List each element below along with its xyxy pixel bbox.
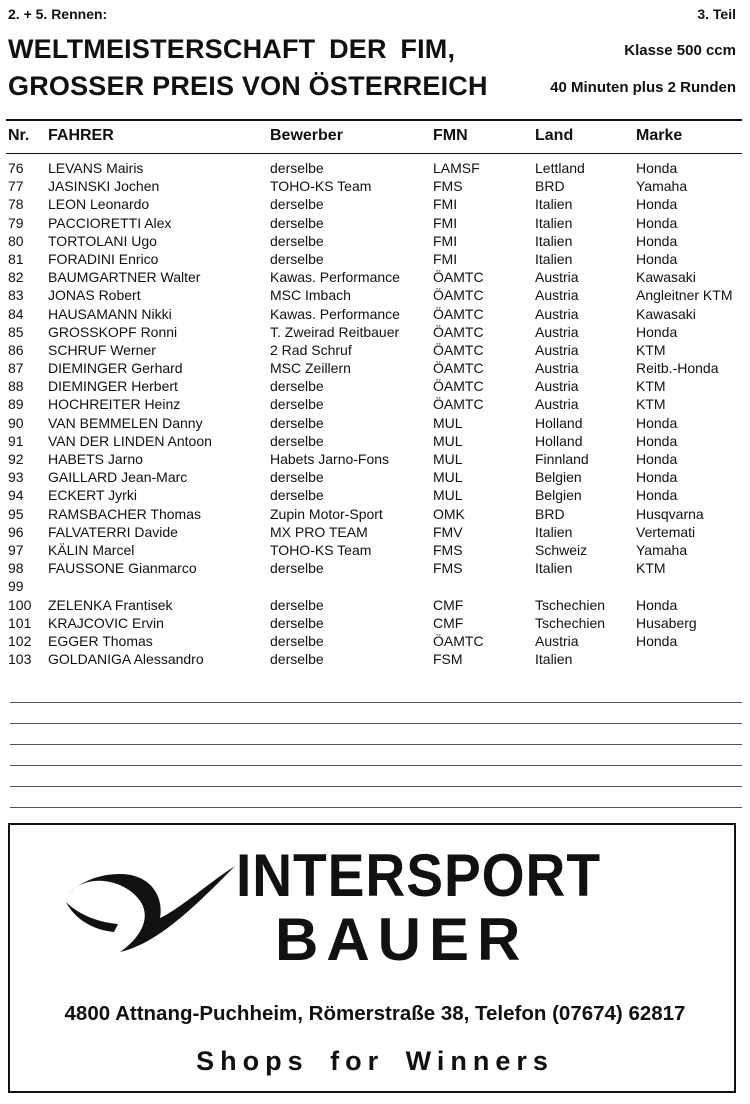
entry-nr: 90 bbox=[8, 414, 24, 431]
entry-fmn: ÖAMTC bbox=[433, 360, 484, 377]
table-row bbox=[0, 377, 750, 395]
entry-nr: 92 bbox=[8, 451, 24, 467]
entry-land: Austria bbox=[535, 396, 579, 413]
table-row bbox=[0, 577, 750, 595]
entry-nr: 88 bbox=[8, 378, 24, 395]
brand-intersport: INTERSPORT bbox=[236, 842, 601, 909]
entry-land: Austria bbox=[535, 287, 579, 304]
col-header-land: Land bbox=[535, 127, 574, 144]
entry-land: Tschechien bbox=[535, 596, 606, 613]
entry-nr: 99 bbox=[8, 578, 24, 595]
entry-land: Italien bbox=[535, 651, 573, 668]
entry-fmn: ÖAMTC bbox=[433, 396, 484, 413]
entry-fahrer: ZELENKA Frantisek bbox=[48, 596, 173, 613]
col-header-bewerber: Bewerber bbox=[270, 127, 343, 144]
entry-marke: Husqvarna bbox=[636, 505, 704, 522]
entry-fahrer: VAN BEMMELEN Danny bbox=[48, 414, 203, 431]
entry-fahrer: JONAS Robert bbox=[48, 287, 141, 304]
entry-marke: Honda bbox=[636, 596, 678, 613]
entry-land: BRD bbox=[535, 178, 565, 195]
entry-land: Austria bbox=[535, 632, 579, 649]
entry-fmn: LAMSF bbox=[433, 160, 480, 176]
entry-nr: 83 bbox=[8, 287, 24, 304]
entry-nr: 85 bbox=[8, 323, 24, 340]
table-row bbox=[0, 232, 750, 250]
entry-land: Finnland bbox=[535, 451, 589, 467]
entry-fahrer: SCHRUF Werner bbox=[48, 341, 156, 358]
entry-fmn: CMF bbox=[433, 614, 464, 631]
entry-bewerber: MX PRO TEAM bbox=[270, 523, 368, 540]
entry-nr: 95 bbox=[8, 505, 24, 522]
entry-fmn: FMI bbox=[433, 214, 458, 231]
entry-land: Schweiz bbox=[535, 541, 588, 558]
entry-marke: Honda bbox=[636, 414, 678, 431]
entry-fahrer: DIEMINGER Herbert bbox=[48, 378, 178, 395]
entry-fmn: MUL bbox=[433, 432, 463, 449]
entry-nr: 84 bbox=[8, 305, 24, 322]
entry-bewerber: Kawas. Performance bbox=[270, 305, 400, 322]
top-divider bbox=[6, 119, 742, 121]
blank-line bbox=[10, 723, 742, 724]
entry-fmn: FSM bbox=[433, 651, 463, 668]
table-row bbox=[0, 414, 750, 432]
table-row bbox=[0, 632, 750, 650]
entry-fmn: FMI bbox=[433, 196, 458, 213]
entry-land: Austria bbox=[535, 378, 579, 395]
entry-fahrer: BAUMGARTNER Walter bbox=[48, 269, 201, 286]
entry-fahrer: GROSSKOPF Ronni bbox=[48, 323, 178, 340]
entry-nr: 82 bbox=[8, 269, 24, 286]
entry-land: Italien bbox=[535, 196, 573, 213]
entry-nr: 101 bbox=[8, 614, 32, 631]
table-row bbox=[0, 486, 750, 504]
entry-marke: Kawasaki bbox=[636, 269, 696, 286]
entry-nr: 86 bbox=[8, 341, 24, 358]
class-label: Klasse 500 ccm bbox=[624, 42, 736, 59]
entry-nr: 76 bbox=[8, 160, 24, 176]
table-row bbox=[0, 250, 750, 268]
entry-land: Italien bbox=[535, 560, 573, 577]
table-row bbox=[0, 177, 750, 195]
entry-fahrer: KÄLIN Marcel bbox=[48, 541, 135, 558]
table-row bbox=[0, 432, 750, 450]
entry-fmn: ÖAMTC bbox=[433, 305, 484, 322]
entry-bewerber: derselbe bbox=[270, 632, 324, 649]
title-line-2: GROSSER PREIS VON ÖSTERREICH bbox=[8, 71, 488, 101]
table-row bbox=[0, 286, 750, 304]
entry-marke: Vertemati bbox=[636, 523, 696, 540]
entry-list bbox=[0, 159, 750, 668]
entry-nr: 89 bbox=[8, 396, 24, 413]
entry-marke: Husaberg bbox=[636, 614, 697, 631]
table-row bbox=[0, 323, 750, 341]
entry-bewerber: derselbe bbox=[270, 232, 324, 249]
entry-fmn: ÖAMTC bbox=[433, 269, 484, 286]
blank-line bbox=[10, 807, 742, 808]
entry-marke: Honda bbox=[636, 632, 678, 649]
table-row bbox=[0, 450, 750, 468]
entry-land: Austria bbox=[535, 305, 579, 322]
header-divider bbox=[6, 153, 742, 154]
entry-land: Italien bbox=[535, 523, 573, 540]
entry-bewerber: derselbe bbox=[270, 378, 324, 395]
col-header-nr: Nr. bbox=[8, 127, 30, 144]
entry-bewerber: derselbe bbox=[270, 596, 324, 613]
entry-fmn: MUL bbox=[433, 451, 463, 467]
entry-fmn: FMS bbox=[433, 178, 463, 195]
entry-nr: 81 bbox=[8, 250, 24, 267]
entry-marke: Angleitner KTM bbox=[636, 287, 733, 304]
table-row bbox=[0, 214, 750, 232]
entry-bewerber: TOHO-KS Team bbox=[270, 178, 372, 195]
blank-line bbox=[10, 786, 742, 787]
entry-nr: 100 bbox=[8, 596, 32, 613]
entry-land: Holland bbox=[535, 414, 583, 431]
entry-bewerber: Habets Jarno-Fons bbox=[270, 451, 390, 467]
entry-bewerber: derselbe bbox=[270, 414, 324, 431]
entry-marke: KTM bbox=[636, 341, 666, 358]
entry-fahrer: FALVATERRI Davide bbox=[48, 523, 178, 540]
entry-fahrer: ECKERT Jyrki bbox=[48, 487, 137, 504]
entry-fmn: ÖAMTC bbox=[433, 341, 484, 358]
duration-label: 40 Minuten plus 2 Runden bbox=[550, 79, 736, 96]
blank-line bbox=[10, 702, 742, 703]
table-row bbox=[0, 596, 750, 614]
entry-fmn: FMS bbox=[433, 541, 463, 558]
entry-nr: 93 bbox=[8, 469, 24, 486]
entry-bewerber: Kawas. Performance bbox=[270, 269, 400, 286]
blank-line bbox=[10, 744, 742, 745]
col-header-marke: Marke bbox=[636, 127, 683, 144]
entry-fmn: FMI bbox=[433, 250, 458, 267]
entry-marke: Honda bbox=[636, 451, 678, 467]
swoosh-logo-icon bbox=[60, 852, 240, 962]
entry-marke: Yamaha bbox=[636, 178, 688, 195]
entry-bewerber: derselbe bbox=[270, 469, 324, 486]
entry-fahrer: LEVANS Mairis bbox=[48, 160, 144, 176]
entry-fahrer: FORADINI Enrico bbox=[48, 250, 159, 267]
entry-marke: Yamaha bbox=[636, 541, 688, 558]
table-row bbox=[0, 268, 750, 286]
entry-fahrer: FAUSSONE Gianmarco bbox=[48, 560, 197, 577]
part-label: 3. Teil bbox=[697, 6, 736, 22]
entry-marke: Honda bbox=[636, 323, 678, 340]
entry-fmn: MUL bbox=[433, 469, 463, 486]
entry-marke: Honda bbox=[636, 469, 678, 486]
entry-nr: 97 bbox=[8, 541, 24, 558]
brand-bauer: BAUER bbox=[275, 906, 529, 973]
entry-nr: 77 bbox=[8, 178, 24, 195]
entry-bewerber: derselbe bbox=[270, 487, 324, 504]
entry-fmn: ÖAMTC bbox=[433, 378, 484, 395]
entry-bewerber: derselbe bbox=[270, 432, 324, 449]
entry-fahrer: JASINSKI Jochen bbox=[48, 178, 160, 195]
entry-fahrer: PACCIORETTI Alex bbox=[48, 214, 172, 231]
entry-marke: Honda bbox=[636, 214, 678, 231]
entry-nr: 98 bbox=[8, 560, 24, 577]
entry-marke: Honda bbox=[636, 487, 678, 504]
entry-marke: Honda bbox=[636, 196, 678, 213]
entry-land: Austria bbox=[535, 341, 579, 358]
entry-bewerber: 2 Rad Schruf bbox=[270, 341, 352, 358]
entry-marke: KTM bbox=[636, 378, 666, 395]
entry-nr: 102 bbox=[8, 632, 32, 649]
entry-bewerber: T. Zweirad Reitbauer bbox=[270, 323, 400, 340]
entry-nr: 96 bbox=[8, 523, 24, 540]
entry-bewerber: Zupin Motor-Sport bbox=[270, 505, 383, 522]
entry-marke: Honda bbox=[636, 432, 678, 449]
table-row bbox=[0, 614, 750, 632]
entry-land: Italien bbox=[535, 232, 573, 249]
entry-fahrer: TORTOLANI Ugo bbox=[48, 232, 157, 249]
entry-fmn: FMI bbox=[433, 232, 458, 249]
entry-marke: Kawasaki bbox=[636, 305, 696, 322]
col-header-fmn: FMN bbox=[433, 127, 468, 144]
entry-land: Holland bbox=[535, 432, 583, 449]
blank-line bbox=[10, 765, 742, 766]
ad-slogan: Shops for Winners bbox=[196, 1046, 554, 1076]
entry-bewerber: derselbe bbox=[270, 614, 324, 631]
entry-bewerber: derselbe bbox=[270, 396, 324, 413]
entry-nr: 87 bbox=[8, 360, 24, 377]
entry-bewerber: derselbe bbox=[270, 214, 324, 231]
table-row bbox=[0, 541, 750, 559]
entry-nr: 94 bbox=[8, 487, 24, 504]
entry-land: Austria bbox=[535, 269, 579, 286]
entry-land: Italien bbox=[535, 250, 573, 267]
entry-land: Belgien bbox=[535, 487, 582, 504]
entry-fahrer: LEON Leonardo bbox=[48, 196, 150, 213]
table-row bbox=[0, 359, 750, 377]
entry-fahrer: RAMSBACHER Thomas bbox=[48, 505, 202, 522]
entry-bewerber: derselbe bbox=[270, 196, 324, 213]
entry-marke: Honda bbox=[636, 232, 678, 249]
entry-nr: 78 bbox=[8, 196, 24, 213]
entry-marke: Honda bbox=[636, 160, 678, 176]
entry-land: Italien bbox=[535, 214, 573, 231]
entry-bewerber: MSC Zeillern bbox=[270, 360, 351, 377]
entry-land: Tschechien bbox=[535, 614, 606, 631]
entry-fmn: MUL bbox=[433, 487, 463, 504]
table-row bbox=[0, 341, 750, 359]
entry-marke: KTM bbox=[636, 396, 666, 413]
entry-fmn: FMV bbox=[433, 523, 463, 540]
entry-fahrer: GAILLARD Jean-Marc bbox=[48, 469, 188, 486]
col-header-fahrer: FAHRER bbox=[48, 127, 114, 144]
table-row bbox=[0, 159, 750, 177]
entry-fmn: CMF bbox=[433, 596, 464, 613]
table-row bbox=[0, 305, 750, 323]
table-row bbox=[0, 559, 750, 577]
entry-land: Lettland bbox=[535, 160, 585, 176]
entry-nr: 103 bbox=[8, 651, 32, 668]
table-row bbox=[0, 195, 750, 213]
entry-fmn: ÖAMTC bbox=[433, 323, 484, 340]
table-row bbox=[0, 395, 750, 413]
entry-land: Belgien bbox=[535, 469, 582, 486]
entry-bewerber: derselbe bbox=[270, 651, 324, 668]
entry-bewerber: derselbe bbox=[270, 250, 324, 267]
ad-address: 4800 Attnang-Puchheim, Römerstraße 38, Telefon (07674) 62817 bbox=[64, 1002, 686, 1025]
entry-nr: 91 bbox=[8, 432, 24, 449]
entry-fmn: MUL bbox=[433, 414, 463, 431]
entry-fahrer: DIEMINGER Gerhard bbox=[48, 360, 183, 377]
entry-fmn: ÖAMTC bbox=[433, 287, 484, 304]
entry-fmn: FMS bbox=[433, 560, 463, 577]
table-row bbox=[0, 505, 750, 523]
race-label: 2. + 5. Rennen: bbox=[8, 6, 108, 22]
title-line-1: WELTMEISTERSCHAFT DER FIM, bbox=[8, 34, 456, 64]
entry-fahrer: HOCHREITER Heinz bbox=[48, 396, 181, 413]
entry-fahrer: KRAJCOVIC Ervin bbox=[48, 614, 164, 631]
entry-fahrer: GOLDANIGA Alessandro bbox=[48, 651, 204, 668]
entry-land: Austria bbox=[535, 323, 579, 340]
entry-nr: 80 bbox=[8, 232, 24, 249]
entry-fahrer: VAN DER LINDEN Antoon bbox=[48, 432, 212, 449]
table-row bbox=[0, 523, 750, 541]
entry-nr: 79 bbox=[8, 214, 24, 231]
entry-fahrer: HAUSAMANN Nikki bbox=[48, 305, 172, 322]
entry-fmn: ÖAMTC bbox=[433, 632, 484, 649]
table-row bbox=[0, 468, 750, 486]
entry-fmn: OMK bbox=[433, 505, 465, 522]
entry-marke: KTM bbox=[636, 560, 666, 577]
entry-bewerber: MSC Imbach bbox=[270, 287, 351, 304]
entry-bewerber: derselbe bbox=[270, 160, 324, 176]
entry-land: Austria bbox=[535, 360, 579, 377]
entry-bewerber: derselbe bbox=[270, 560, 324, 577]
entry-land: BRD bbox=[535, 505, 565, 522]
table-row bbox=[0, 650, 750, 668]
entry-marke: Reitb.-Honda bbox=[636, 360, 719, 377]
entry-bewerber: TOHO-KS Team bbox=[270, 541, 372, 558]
entry-fahrer: EGGER Thomas bbox=[48, 632, 153, 649]
entry-marke: Honda bbox=[636, 250, 678, 267]
entry-fahrer: HABETS Jarno bbox=[48, 451, 143, 467]
